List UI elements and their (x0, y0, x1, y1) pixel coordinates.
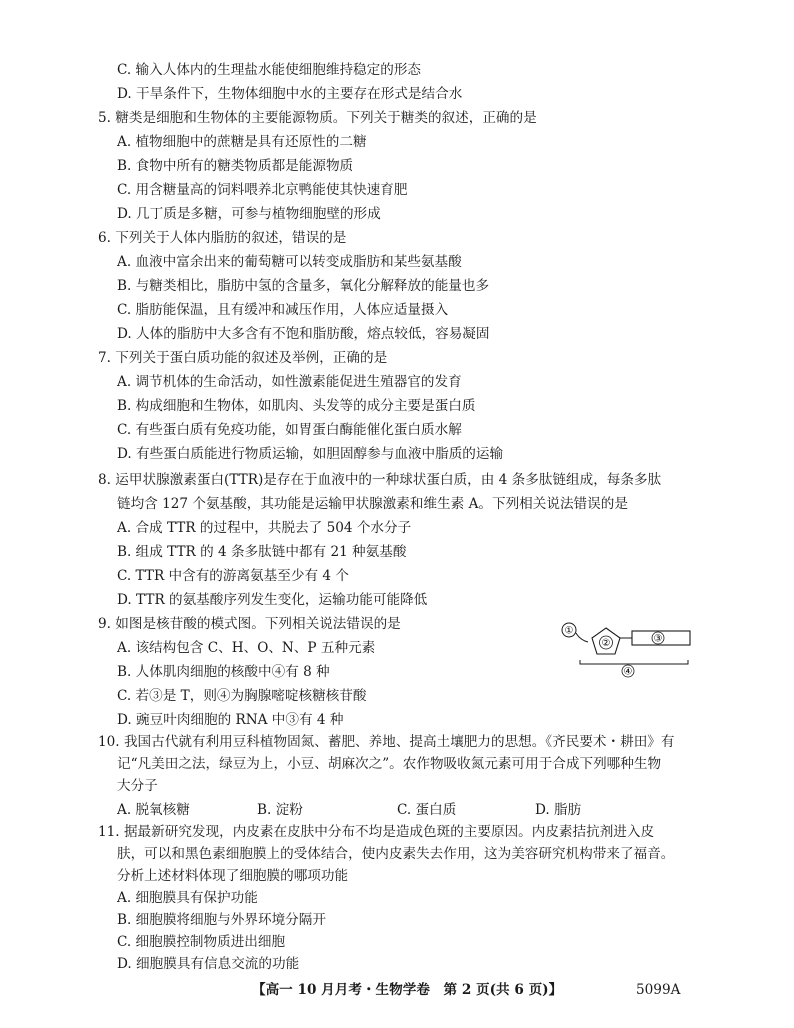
footer-page-info: 【高一 10 月月考・生物学卷 第 2 页(共 6 页)】 (252, 982, 563, 998)
q11-stem-line-1: 11. 据最新研究发现，内皮素在皮肤中分布不均是造成色斑的主要原因。内皮素拮抗剂进入皮 (98, 824, 655, 840)
footer-paper-code: 5099A (636, 982, 681, 998)
q8-option-a: A. 合成 TTR 的过程中，共脱去了 504 个水分子 (117, 520, 412, 536)
q6-option-d: D. 人体的脂肪中大多含有不饱和脂肪酸，熔点较低，容易凝固 (117, 326, 490, 342)
q7-option-b: B. 构成细胞和生物体，如肌肉、头发等的成分主要是蛋白质 (117, 398, 476, 414)
fig-label-2: ② (601, 638, 611, 649)
q9-option-c: C. 若③是 T，则④为胸腺嘧啶核糖核苷酸 (117, 688, 367, 704)
q10-stem-line-3: 大分子 (117, 778, 158, 794)
q5-option-a: A. 植物细胞中的蔗糖是具有还原性的二糖 (117, 134, 367, 150)
page-footer (0, 980, 794, 1002)
q11-option-a: A. 细胞膜具有保护功能 (117, 890, 258, 906)
fig-label-4: ④ (623, 666, 633, 678)
q5-option-b: B. 食物中所有的糖类物质都是能源物质 (117, 158, 354, 174)
q9-stem: 9. 如图是核苷酸的模式图。下列相关说法错误的是 (98, 616, 401, 632)
q11-stem-line-2: 肤，可以和黑色素细胞膜上的受体结合，使内皮素失去作用，这为美容研究机构带来了福音。 (117, 846, 675, 862)
fig-label-3: ③ (653, 633, 663, 645)
whole-nucleotide-bracket (580, 660, 688, 664)
q10-option-a: A. 脱氧核糖 (117, 802, 190, 818)
q11-option-b: B. 细胞膜将细胞与外界环境分隔开 (117, 912, 326, 928)
nucleotide-diagram (560, 620, 700, 680)
q10-stem-line-2: 记“凡美田之法，绿豆为上，小豆、胡麻次之”。农作物吸收氮元素可用于合成下列哪种生物 (117, 756, 662, 772)
q4-option-d: D. 干旱条件下，生物体细胞中水的主要存在形式是结合水 (117, 86, 463, 102)
q6-stem: 6. 下列关于人体内脂肪的叙述，错误的是 (98, 230, 347, 246)
q10-option-b: B. 淀粉 (257, 802, 303, 818)
phosphate-bond-line (576, 633, 588, 642)
q8-option-d: D. TTR 的氨基酸序列发生变化，运输功能可能降低 (117, 592, 428, 608)
q8-option-b: B. 组成 TTR 的 4 条多肽链中都有 21 种氨基酸 (117, 544, 407, 560)
q6-option-c: C. 脂肪能保温，且有缓冲和减压作用，人体应适量摄入 (117, 302, 449, 318)
q10-option-c: C. 蛋白质 (397, 802, 457, 818)
q4-option-c: C. 输入人体内的生理盐水能使细胞维持稳定的形态 (117, 62, 422, 78)
q8-option-c: C. TTR 中含有的游离氨基至少有 4 个 (117, 568, 349, 584)
q9-option-b: B. 人体肌肉细胞的核酸中④有 8 种 (117, 664, 330, 680)
q10-option-d: D. 脂肪 (535, 802, 582, 818)
q7-option-c: C. 有些蛋白质有免疫功能，如胃蛋白酶能催化蛋白质水解 (117, 422, 462, 438)
q6-option-b: B. 与糖类相比，脂肪中氢的含量多，氧化分解释放的能量也多 (117, 278, 490, 294)
q8-stem-line-1: 8. 运甲状腺激素蛋白(TTR)是存在于血液中的一种球状蛋白质，由 4 条多肽链组成，每条多肽 (98, 472, 662, 488)
q8-stem-line-2: 链均含 127 个氨基酸，其功能是运输甲状腺激素和维生素 A。下列相关说法错误的是 (117, 496, 628, 512)
q11-option-c: C. 细胞膜控制物质进出细胞 (117, 934, 286, 950)
q5-option-d: D. 几丁质是多糖，可参与植物细胞壁的形成 (117, 206, 381, 222)
q7-stem: 7. 下列关于蛋白质功能的叙述及举例，正确的是 (98, 350, 388, 366)
q9-option-d: D. 豌豆叶肉细胞的 RNA 中③有 4 种 (117, 712, 344, 728)
fig-label-1: ① (564, 625, 574, 637)
q6-option-a: A. 血液中富余出来的葡萄糖可以转变成脂肪和某些氨基酸 (117, 254, 462, 270)
q7-option-a: A. 调节机体的生命活动，如性激素能促进生殖器官的发育 (117, 374, 462, 390)
q7-option-d: D. 有些蛋白质能进行物质运输，如胆固醇参与血液中脂质的运输 (117, 446, 504, 462)
q5-stem: 5. 糖类是细胞和生物体的主要能源物质。下列关于糖类的叙述，正确的是 (98, 110, 537, 126)
q5-option-c: C. 用含糖量高的饲料喂养北京鸭能使其快速育肥 (117, 182, 408, 198)
q9-option-a: A. 该结构包含 C、H、O、N、P 五种元素 (117, 640, 376, 656)
q11-option-d: D. 细胞膜具有信息交流的功能 (117, 956, 300, 972)
q10-stem-line-1: 10. 我国古代就有利用豆科植物固氮、蓄肥、养地、提高土壤肥力的思想。《齐民要术・耕田》有 (98, 734, 675, 750)
q11-stem-line-3: 分析上述材料体现了细胞膜的哪项功能 (117, 868, 349, 884)
